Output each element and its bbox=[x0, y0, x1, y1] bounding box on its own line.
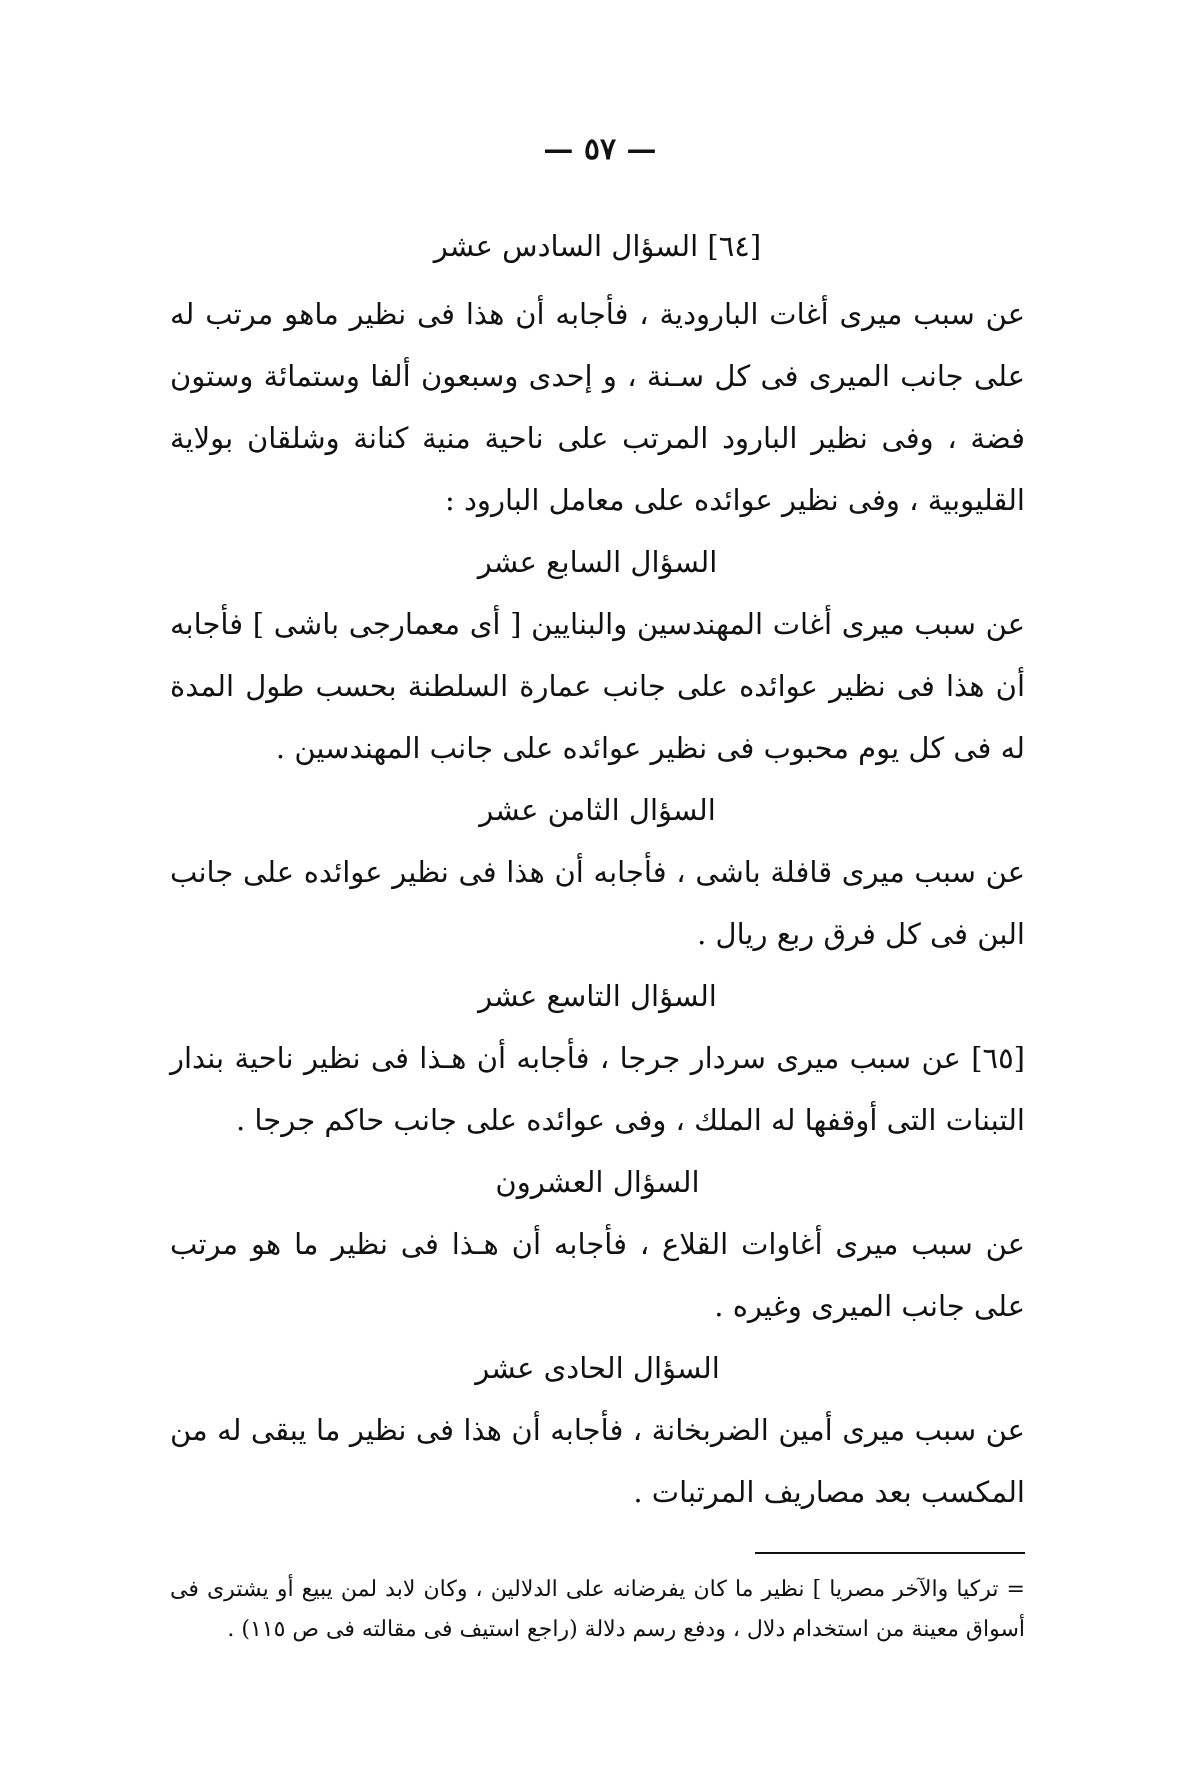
section-paragraph: عن سبب ميرى قافلة باشى ، فأجابه أن هذا فى نظير عوائده على جانب البن فى كل فرق ربع ريال . bbox=[170, 855, 1025, 951]
footnote-divider bbox=[755, 1552, 1025, 1554]
section-heading: السؤال العشرون bbox=[495, 1165, 700, 1199]
section-paragraph: عن سبب ميرى أمين الضربخانة ، فأجابه أن هذا فى نظير ما يبقى له من المكسب بعد مصاريف المرتبات . bbox=[170, 1413, 1025, 1509]
main-text bbox=[170, 215, 1025, 1523]
page-number: — ٥٧ — bbox=[543, 132, 657, 167]
section-paragraph: [٦٥] عن سبب ميرى سردار جرجا ، فأجابه أن هـذا فى نظير ناحية بندار التبنات التى أوقفها له الملك ، وفى عوائده على جانب حاكم جرجا . bbox=[170, 1041, 1025, 1137]
section-heading: السؤال التاسع عشر bbox=[478, 979, 717, 1013]
section-heading: السؤال الثامن عشر bbox=[479, 793, 716, 827]
section-paragraph: عن سبب ميرى أغات البارودية ، فأجابه أن هذا فى نظير ماهو مرتب له على جانب الميرى فى كل سـنة ، و إحدى وسبعون ألفا وستمائة وستون فضة ، وفى نظير البارود المرتب على ناحية منية كنانة وشلقان بولاية القليوبية ، وفى نظير عوائده على معامل البارود : bbox=[170, 297, 1025, 517]
section-paragraph: عن سبب ميرى أغات المهندسين والبنايين [ أى معمارجى باشى ] فأجابه أن هذا فى نظير عوائده على جانب عمارة السلطنة بحسب طول المدة له فى كل يوم محبوب فى نظير عوائده على جانب المهندسين . bbox=[170, 607, 1025, 765]
section-heading: [٦٤] السؤال السادس عشر bbox=[433, 229, 762, 263]
section-heading: السؤال السابع عشر bbox=[477, 545, 718, 579]
section-heading: السؤال الحادى عشر bbox=[475, 1351, 720, 1385]
footnote: = تركيا والآخر مصريا ] نظير ما كان يفرضانه على الدلالين ، وكان لابد لمن يبيع أو يشترى فى أسواق معينة من استخدام دلال ، ودفع رسم دلالة (راجع استيف فى مقالته فى ص ١١٥) . bbox=[170, 1577, 1025, 1642]
section-paragraph: عن سبب ميرى أغاوات القلاع ، فأجابه أن هـذا فى نظير ما هو مرتب على جانب الميرى وغيره . bbox=[170, 1227, 1025, 1323]
